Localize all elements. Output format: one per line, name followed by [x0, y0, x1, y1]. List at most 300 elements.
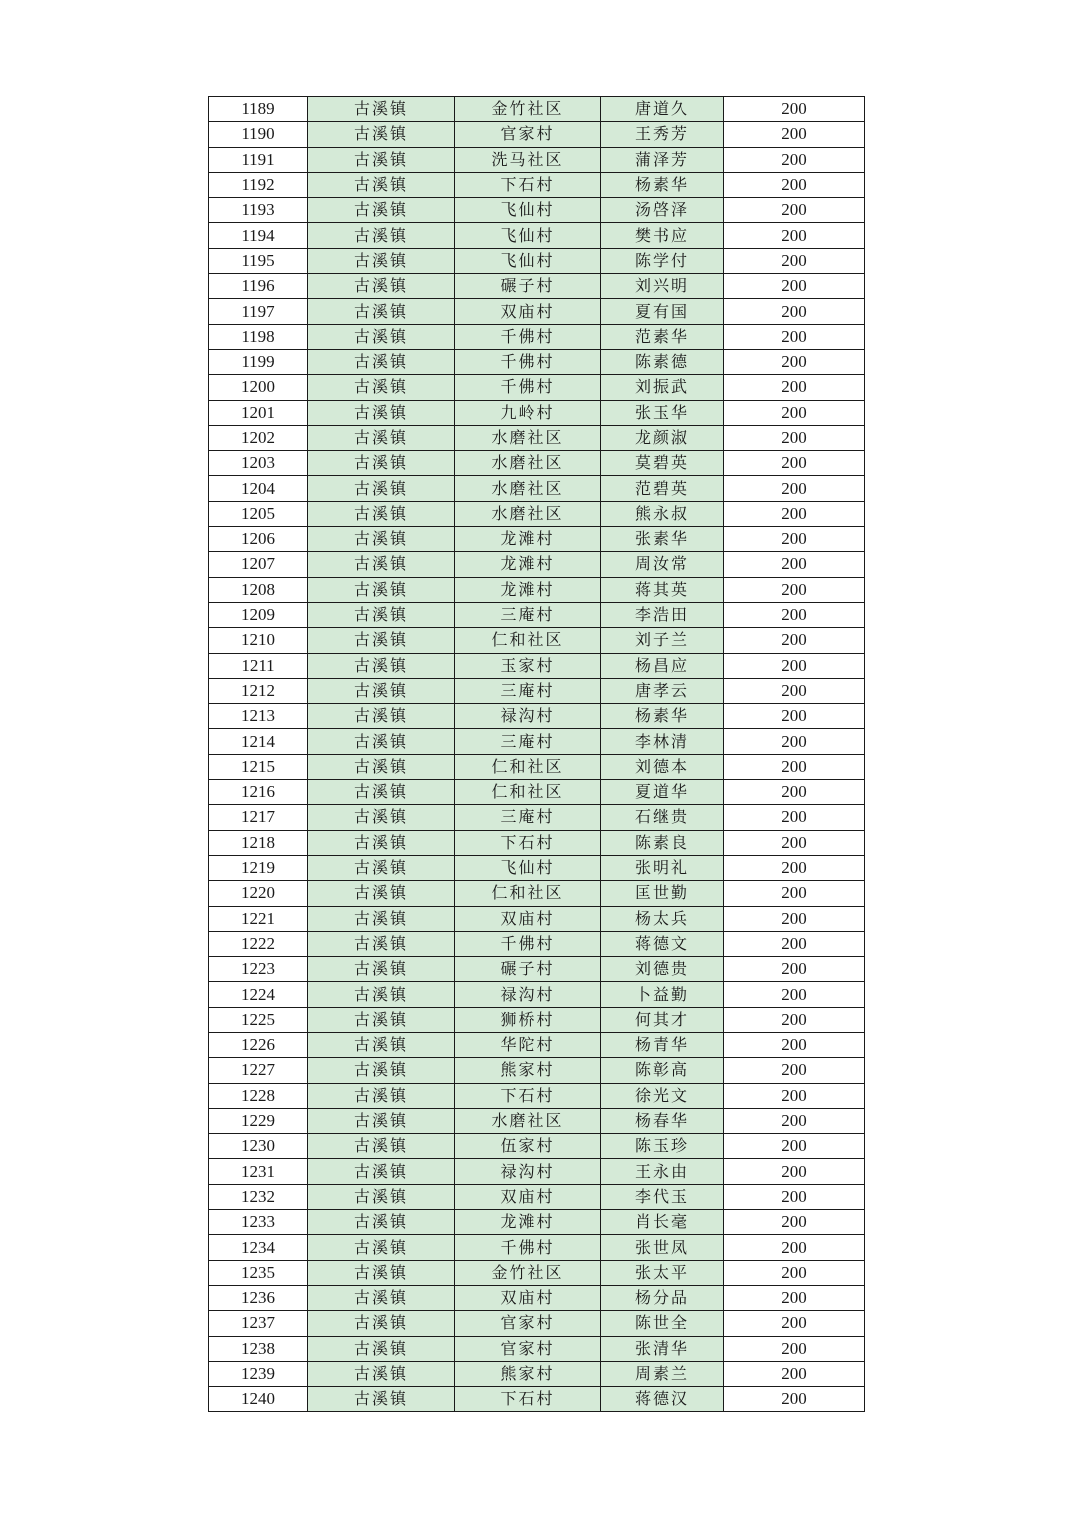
- amount-cell: 200: [724, 577, 865, 602]
- amount-cell: 200: [724, 299, 865, 324]
- person-name-cell: 张太平: [601, 1260, 724, 1285]
- row-number-cell: 1202: [209, 425, 308, 450]
- amount-cell: 200: [724, 1387, 865, 1412]
- table-row: [209, 1336, 865, 1361]
- village-cell: 狮桥村: [455, 1007, 601, 1032]
- table-row: [209, 754, 865, 779]
- village-cell: 三庵村: [455, 678, 601, 703]
- table-row: [209, 906, 865, 931]
- row-number-cell: 1236: [209, 1285, 308, 1310]
- town-cell: 古溪镇: [308, 1134, 455, 1159]
- village-cell: 禄沟村: [455, 982, 601, 1007]
- town-cell: 古溪镇: [308, 324, 455, 349]
- amount-cell: 200: [724, 881, 865, 906]
- person-name-cell: 蒋其英: [601, 577, 724, 602]
- village-cell: 千佛村: [455, 375, 601, 400]
- person-name-cell: 汤啓泽: [601, 198, 724, 223]
- row-number-cell: 1213: [209, 704, 308, 729]
- row-number-cell: 1212: [209, 678, 308, 703]
- village-cell: 千佛村: [455, 349, 601, 374]
- table-row: [209, 628, 865, 653]
- row-number-cell: 1195: [209, 248, 308, 273]
- row-number-cell: 1215: [209, 754, 308, 779]
- person-name-cell: 杨素华: [601, 704, 724, 729]
- table-row: [209, 931, 865, 956]
- town-cell: 古溪镇: [308, 552, 455, 577]
- table-row: [209, 324, 865, 349]
- table-row: [209, 602, 865, 627]
- amount-cell: 200: [724, 476, 865, 501]
- village-cell: 仁和社区: [455, 780, 601, 805]
- table-row: [209, 1032, 865, 1057]
- person-name-cell: 刘德贵: [601, 957, 724, 982]
- table-row: [209, 122, 865, 147]
- village-cell: 仁和社区: [455, 881, 601, 906]
- amount-cell: 200: [724, 1058, 865, 1083]
- town-cell: 古溪镇: [308, 678, 455, 703]
- person-name-cell: 陈素良: [601, 830, 724, 855]
- row-number-cell: 1238: [209, 1336, 308, 1361]
- amount-cell: 200: [724, 1134, 865, 1159]
- amount-cell: 200: [724, 653, 865, 678]
- table-row: [209, 704, 865, 729]
- table-row: [209, 349, 865, 374]
- table-row: [209, 527, 865, 552]
- town-cell: 古溪镇: [308, 577, 455, 602]
- table-row: [209, 425, 865, 450]
- person-name-cell: 刘兴明: [601, 274, 724, 299]
- person-name-cell: 陈玉珍: [601, 1134, 724, 1159]
- table-row: [209, 1311, 865, 1336]
- person-name-cell: 樊书应: [601, 223, 724, 248]
- town-cell: 古溪镇: [308, 172, 455, 197]
- village-cell: 碾子村: [455, 957, 601, 982]
- amount-cell: 200: [724, 1311, 865, 1336]
- town-cell: 古溪镇: [308, 1235, 455, 1260]
- row-number-cell: 1230: [209, 1134, 308, 1159]
- row-number-cell: 1210: [209, 628, 308, 653]
- village-cell: 龙滩村: [455, 1210, 601, 1235]
- amount-cell: 200: [724, 400, 865, 425]
- village-cell: 玉家村: [455, 653, 601, 678]
- village-cell: 熊家村: [455, 1361, 601, 1386]
- town-cell: 古溪镇: [308, 931, 455, 956]
- town-cell: 古溪镇: [308, 1361, 455, 1386]
- row-number-cell: 1189: [209, 97, 308, 122]
- table-row: [209, 653, 865, 678]
- row-number-cell: 1227: [209, 1058, 308, 1083]
- table-row: [209, 982, 865, 1007]
- person-name-cell: 龙颜淑: [601, 425, 724, 450]
- row-number-cell: 1225: [209, 1007, 308, 1032]
- amount-cell: 200: [724, 628, 865, 653]
- row-number-cell: 1237: [209, 1311, 308, 1336]
- person-name-cell: 蒋德文: [601, 931, 724, 956]
- amount-cell: 200: [724, 1032, 865, 1057]
- row-number-cell: 1217: [209, 805, 308, 830]
- person-name-cell: 匡世勤: [601, 881, 724, 906]
- amount-cell: 200: [724, 324, 865, 349]
- person-name-cell: 石继贵: [601, 805, 724, 830]
- amount-cell: 200: [724, 147, 865, 172]
- row-number-cell: 1200: [209, 375, 308, 400]
- village-cell: 千佛村: [455, 931, 601, 956]
- town-cell: 古溪镇: [308, 223, 455, 248]
- row-number-cell: 1211: [209, 653, 308, 678]
- amount-cell: 200: [724, 729, 865, 754]
- village-cell: 千佛村: [455, 324, 601, 349]
- amount-cell: 200: [724, 1260, 865, 1285]
- amount-cell: 200: [724, 1336, 865, 1361]
- village-cell: 九岭村: [455, 400, 601, 425]
- table-row: [209, 451, 865, 476]
- row-number-cell: 1232: [209, 1184, 308, 1209]
- person-name-cell: 张明礼: [601, 855, 724, 880]
- person-name-cell: 蒲泽芳: [601, 147, 724, 172]
- person-name-cell: 范碧英: [601, 476, 724, 501]
- village-cell: 龙滩村: [455, 552, 601, 577]
- person-name-cell: 莫碧英: [601, 451, 724, 476]
- row-number-cell: 1193: [209, 198, 308, 223]
- table-row: [209, 375, 865, 400]
- town-cell: 古溪镇: [308, 1285, 455, 1310]
- row-number-cell: 1229: [209, 1108, 308, 1133]
- amount-cell: 200: [724, 931, 865, 956]
- person-name-cell: 张玉华: [601, 400, 724, 425]
- amount-cell: 200: [724, 1159, 865, 1184]
- person-name-cell: 唐孝云: [601, 678, 724, 703]
- person-name-cell: 王秀芳: [601, 122, 724, 147]
- village-cell: 官家村: [455, 1311, 601, 1336]
- town-cell: 古溪镇: [308, 349, 455, 374]
- village-cell: 飞仙村: [455, 855, 601, 880]
- amount-cell: 200: [724, 375, 865, 400]
- row-number-cell: 1222: [209, 931, 308, 956]
- person-name-cell: 刘振武: [601, 375, 724, 400]
- village-cell: 仁和社区: [455, 628, 601, 653]
- town-cell: 古溪镇: [308, 1336, 455, 1361]
- amount-cell: 200: [724, 678, 865, 703]
- amount-cell: 200: [724, 223, 865, 248]
- village-cell: 下石村: [455, 1387, 601, 1412]
- amount-cell: 200: [724, 906, 865, 931]
- roster-table: [208, 96, 865, 1412]
- amount-cell: 200: [724, 274, 865, 299]
- town-cell: 古溪镇: [308, 451, 455, 476]
- amount-cell: 200: [724, 754, 865, 779]
- table-row: [209, 1285, 865, 1310]
- village-cell: 洗马社区: [455, 147, 601, 172]
- village-cell: 飞仙村: [455, 248, 601, 273]
- row-number-cell: 1233: [209, 1210, 308, 1235]
- amount-cell: 200: [724, 1007, 865, 1032]
- amount-cell: 200: [724, 704, 865, 729]
- table-row: [209, 476, 865, 501]
- village-cell: 下石村: [455, 172, 601, 197]
- amount-cell: 200: [724, 1210, 865, 1235]
- row-number-cell: 1194: [209, 223, 308, 248]
- town-cell: 古溪镇: [308, 122, 455, 147]
- village-cell: 双庙村: [455, 299, 601, 324]
- person-name-cell: 夏有国: [601, 299, 724, 324]
- person-name-cell: 范素华: [601, 324, 724, 349]
- row-number-cell: 1205: [209, 501, 308, 526]
- person-name-cell: 唐道久: [601, 97, 724, 122]
- table-row: [209, 1387, 865, 1412]
- village-cell: 官家村: [455, 122, 601, 147]
- row-number-cell: 1240: [209, 1387, 308, 1412]
- person-name-cell: 李浩田: [601, 602, 724, 627]
- person-name-cell: 刘子兰: [601, 628, 724, 653]
- town-cell: 古溪镇: [308, 400, 455, 425]
- table-row: [209, 577, 865, 602]
- town-cell: 古溪镇: [308, 147, 455, 172]
- amount-cell: 200: [724, 982, 865, 1007]
- amount-cell: 200: [724, 1108, 865, 1133]
- person-name-cell: 杨太兵: [601, 906, 724, 931]
- row-number-cell: 1228: [209, 1083, 308, 1108]
- table-row: [209, 1260, 865, 1285]
- table-row: [209, 1210, 865, 1235]
- town-cell: 古溪镇: [308, 1184, 455, 1209]
- table-row: [209, 97, 865, 122]
- town-cell: 古溪镇: [308, 198, 455, 223]
- table-row: [209, 1007, 865, 1032]
- amount-cell: 200: [724, 1361, 865, 1386]
- person-name-cell: 张世凤: [601, 1235, 724, 1260]
- amount-cell: 200: [724, 830, 865, 855]
- village-cell: 三庵村: [455, 602, 601, 627]
- village-cell: 下石村: [455, 1083, 601, 1108]
- village-cell: 金竹社区: [455, 1260, 601, 1285]
- person-name-cell: 张素华: [601, 527, 724, 552]
- person-name-cell: 周汝常: [601, 552, 724, 577]
- person-name-cell: 杨青华: [601, 1032, 724, 1057]
- amount-cell: 200: [724, 602, 865, 627]
- amount-cell: 200: [724, 1083, 865, 1108]
- village-cell: 飞仙村: [455, 223, 601, 248]
- row-number-cell: 1224: [209, 982, 308, 1007]
- person-name-cell: 杨分品: [601, 1285, 724, 1310]
- table-row: [209, 1159, 865, 1184]
- table-row: [209, 1235, 865, 1260]
- row-number-cell: 1221: [209, 906, 308, 931]
- row-number-cell: 1197: [209, 299, 308, 324]
- row-number-cell: 1190: [209, 122, 308, 147]
- table-row: [209, 552, 865, 577]
- village-cell: 水磨社区: [455, 425, 601, 450]
- amount-cell: 200: [724, 1184, 865, 1209]
- row-number-cell: 1196: [209, 274, 308, 299]
- village-cell: 华陀村: [455, 1032, 601, 1057]
- row-number-cell: 1208: [209, 577, 308, 602]
- town-cell: 古溪镇: [308, 1159, 455, 1184]
- table-row: [209, 147, 865, 172]
- village-cell: 龙滩村: [455, 527, 601, 552]
- town-cell: 古溪镇: [308, 1108, 455, 1133]
- town-cell: 古溪镇: [308, 704, 455, 729]
- village-cell: 禄沟村: [455, 704, 601, 729]
- row-number-cell: 1223: [209, 957, 308, 982]
- table-row: [209, 780, 865, 805]
- amount-cell: 200: [724, 97, 865, 122]
- amount-cell: 200: [724, 349, 865, 374]
- amount-cell: 200: [724, 501, 865, 526]
- town-cell: 古溪镇: [308, 754, 455, 779]
- amount-cell: 200: [724, 527, 865, 552]
- amount-cell: 200: [724, 780, 865, 805]
- town-cell: 古溪镇: [308, 375, 455, 400]
- person-name-cell: 刘德本: [601, 754, 724, 779]
- town-cell: 古溪镇: [308, 957, 455, 982]
- person-name-cell: 熊永叔: [601, 501, 724, 526]
- row-number-cell: 1192: [209, 172, 308, 197]
- town-cell: 古溪镇: [308, 1387, 455, 1412]
- amount-cell: 200: [724, 451, 865, 476]
- table-row: [209, 1108, 865, 1133]
- table-row: [209, 501, 865, 526]
- table-row: [209, 1083, 865, 1108]
- row-number-cell: 1216: [209, 780, 308, 805]
- table-row: [209, 957, 865, 982]
- table-row: [209, 274, 865, 299]
- row-number-cell: 1220: [209, 881, 308, 906]
- table-row: [209, 855, 865, 880]
- village-cell: 千佛村: [455, 1235, 601, 1260]
- town-cell: 古溪镇: [308, 602, 455, 627]
- town-cell: 古溪镇: [308, 1210, 455, 1235]
- village-cell: 水磨社区: [455, 1108, 601, 1133]
- village-cell: 伍家村: [455, 1134, 601, 1159]
- person-name-cell: 杨春华: [601, 1108, 724, 1133]
- town-cell: 古溪镇: [308, 527, 455, 552]
- amount-cell: 200: [724, 198, 865, 223]
- town-cell: 古溪镇: [308, 476, 455, 501]
- person-name-cell: 陈彰高: [601, 1058, 724, 1083]
- person-name-cell: 王永由: [601, 1159, 724, 1184]
- town-cell: 古溪镇: [308, 1260, 455, 1285]
- person-name-cell: 徐光文: [601, 1083, 724, 1108]
- row-number-cell: 1204: [209, 476, 308, 501]
- table-row: [209, 881, 865, 906]
- town-cell: 古溪镇: [308, 830, 455, 855]
- table-row: [209, 1361, 865, 1386]
- town-cell: 古溪镇: [308, 653, 455, 678]
- village-cell: 下石村: [455, 830, 601, 855]
- amount-cell: 200: [724, 1235, 865, 1260]
- row-number-cell: 1219: [209, 855, 308, 880]
- person-name-cell: 卜益勤: [601, 982, 724, 1007]
- table-row: [209, 830, 865, 855]
- amount-cell: 200: [724, 552, 865, 577]
- town-cell: 古溪镇: [308, 501, 455, 526]
- town-cell: 古溪镇: [308, 425, 455, 450]
- row-number-cell: 1198: [209, 324, 308, 349]
- table-row: [209, 172, 865, 197]
- village-cell: 飞仙村: [455, 198, 601, 223]
- person-name-cell: 周素兰: [601, 1361, 724, 1386]
- table-row: [209, 1058, 865, 1083]
- row-number-cell: 1218: [209, 830, 308, 855]
- village-cell: 水磨社区: [455, 451, 601, 476]
- table-row: [209, 248, 865, 273]
- village-cell: 仁和社区: [455, 754, 601, 779]
- row-number-cell: 1214: [209, 729, 308, 754]
- person-name-cell: 李林清: [601, 729, 724, 754]
- town-cell: 古溪镇: [308, 881, 455, 906]
- person-name-cell: 李代玉: [601, 1184, 724, 1209]
- amount-cell: 200: [724, 248, 865, 273]
- table-row: [209, 299, 865, 324]
- table-row: [209, 400, 865, 425]
- amount-cell: 200: [724, 805, 865, 830]
- village-cell: 双庙村: [455, 1184, 601, 1209]
- person-name-cell: 蒋德汉: [601, 1387, 724, 1412]
- row-number-cell: 1234: [209, 1235, 308, 1260]
- person-name-cell: 杨素华: [601, 172, 724, 197]
- amount-cell: 200: [724, 1285, 865, 1310]
- village-cell: 三庵村: [455, 729, 601, 754]
- village-cell: 官家村: [455, 1336, 601, 1361]
- village-cell: 碾子村: [455, 274, 601, 299]
- amount-cell: 200: [724, 957, 865, 982]
- town-cell: 古溪镇: [308, 248, 455, 273]
- person-name-cell: 张清华: [601, 1336, 724, 1361]
- row-number-cell: 1203: [209, 451, 308, 476]
- row-number-cell: 1226: [209, 1032, 308, 1057]
- town-cell: 古溪镇: [308, 906, 455, 931]
- town-cell: 古溪镇: [308, 780, 455, 805]
- row-number-cell: 1207: [209, 552, 308, 577]
- person-name-cell: 杨昌应: [601, 653, 724, 678]
- village-cell: 龙滩村: [455, 577, 601, 602]
- town-cell: 古溪镇: [308, 628, 455, 653]
- roster-body: [209, 97, 865, 1412]
- table-row: [209, 1134, 865, 1159]
- town-cell: 古溪镇: [308, 805, 455, 830]
- row-number-cell: 1201: [209, 400, 308, 425]
- village-cell: 三庵村: [455, 805, 601, 830]
- row-number-cell: 1239: [209, 1361, 308, 1386]
- town-cell: 古溪镇: [308, 97, 455, 122]
- row-number-cell: 1206: [209, 527, 308, 552]
- table-row: [209, 1184, 865, 1209]
- town-cell: 古溪镇: [308, 1032, 455, 1057]
- town-cell: 古溪镇: [308, 1311, 455, 1336]
- row-number-cell: 1209: [209, 602, 308, 627]
- town-cell: 古溪镇: [308, 1083, 455, 1108]
- table-row: [209, 198, 865, 223]
- village-cell: 双庙村: [455, 1285, 601, 1310]
- town-cell: 古溪镇: [308, 855, 455, 880]
- town-cell: 古溪镇: [308, 1058, 455, 1083]
- town-cell: 古溪镇: [308, 982, 455, 1007]
- table-row: [209, 729, 865, 754]
- table-row: [209, 805, 865, 830]
- village-cell: 熊家村: [455, 1058, 601, 1083]
- village-cell: 双庙村: [455, 906, 601, 931]
- village-cell: 禄沟村: [455, 1159, 601, 1184]
- person-name-cell: 肖长毫: [601, 1210, 724, 1235]
- table-row: [209, 678, 865, 703]
- row-number-cell: 1235: [209, 1260, 308, 1285]
- row-number-cell: 1191: [209, 147, 308, 172]
- town-cell: 古溪镇: [308, 1007, 455, 1032]
- town-cell: 古溪镇: [308, 299, 455, 324]
- person-name-cell: 夏道华: [601, 780, 724, 805]
- village-cell: 金竹社区: [455, 97, 601, 122]
- table-row: [209, 223, 865, 248]
